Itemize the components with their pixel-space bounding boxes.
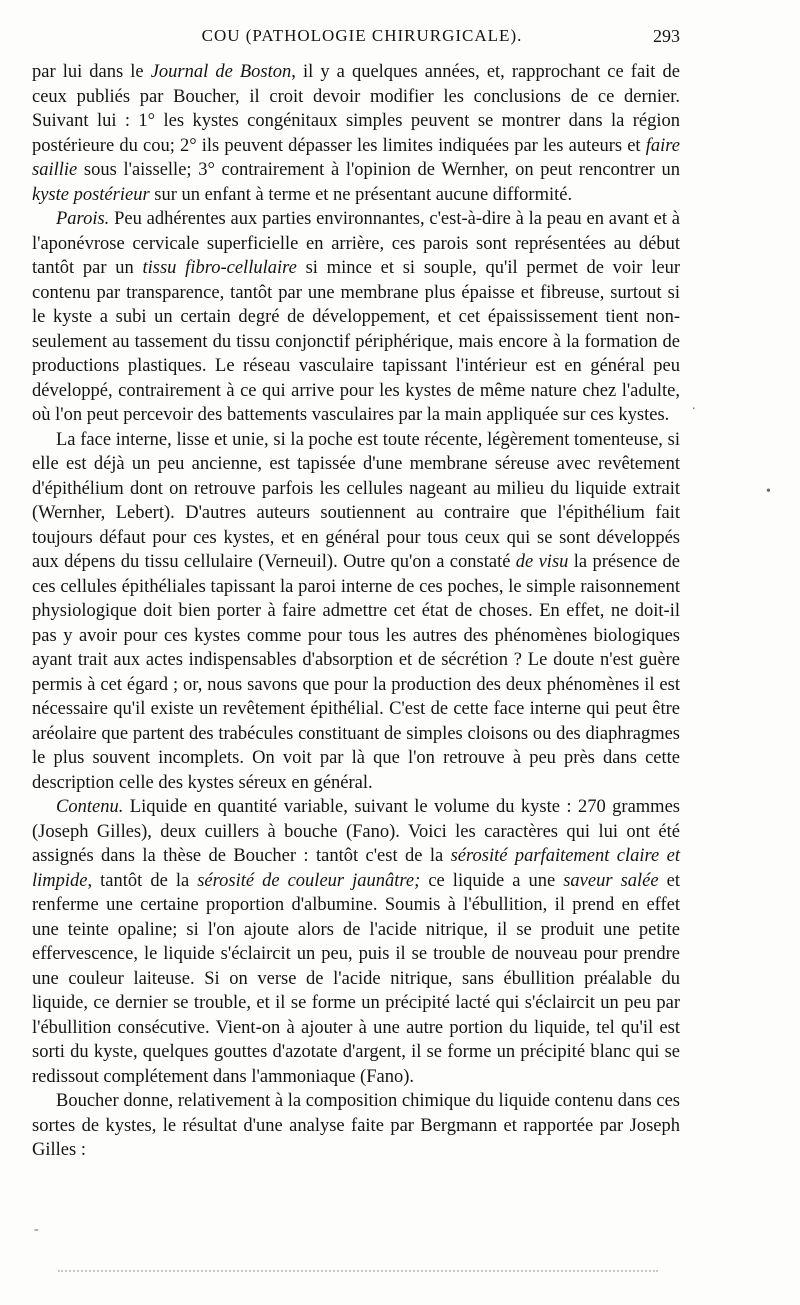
text-run: La face interne, lisse et unie, si la poche est toute récente, légèrement tomenteuse, si elle est déjà un peu ancienne, est tapissée d'une membrane séreuse avec revêtement d'épithélium dont on retrouve parfois les cellules nageant au milieu du liquide extrait (Wernher, Lebert). D'autres auteurs soutiennent au contraire que l'épithélium fait toujours défaut pour ces kystes, et en général pour tous ceux qui se sont développés aux dépens du tissu cellulaire (Verneuil). Outre qu'on a constaté (32, 429, 680, 572)
paragraph-parois (32, 207, 680, 428)
italic-phrase: sérosité de couleur jaunâtre; (197, 870, 421, 891)
text-run: Peu adhérentes aux parties environnantes, c'est-à-dire à la peau en avant et à l'aponévrose cervicale superficielle en arrière, ces parois sont représentées au début tantôt par un (32, 209, 680, 278)
text-run: , il y a quelques années, et, rapprochant ce fait de ceux publiés par Boucher, il croit devoir modifier les conclusions de ce dernier. Suivant lui : 1° les kystes congénitaux simples peuvent se montrer dans la région postérieure du cou; 2° ils peuvent dépasser les limites indiquées par les auteurs et (32, 62, 680, 156)
paragraph-face-interne (32, 428, 680, 796)
section-heading-parois: Parois. (56, 209, 110, 229)
italic-phrase: kyste postérieur (32, 184, 150, 205)
italic-phrase: tissu fibro-cellulaire (142, 258, 297, 278)
text-run: Boucher donne, relativement à la composition chimique du liquide contenu dans ces sortes de kystes, le résultat d'une analyse faite par Bergmann et rapportée par Joseph Gilles : (32, 1091, 680, 1160)
bottom-bleed-through (58, 1270, 658, 1282)
text-run: , tantôt de la (87, 870, 198, 891)
paragraph-contenu (32, 795, 680, 1089)
text-run: sous l'aisselle; 3° contrairement à l'opinion de Wernher, on peut rencontrer un (77, 160, 680, 180)
text-run: la présence de ces cellules épithéliales tapissant la paroi interne de ces poches, le simple raisonnement physiologique doit bien porter à faire admettre cet état de choses. En effet, ne doit-il pas y avoir pour ces kystes comme pour tous les autres des phénomènes biologiques ayant trait aux actes indispensables d'absorption et de sécrétion ? Le doute n'est guère permis à cet égard ; or, nous savons que pour la production des deux phénomènes il est nécessaire qu'il existe un revêtement épithélial. C'est de cette face interne qui peut être aréolaire que partent des trabécules constituant de simples cloisons ou des diaphragmes le plus souvent incomplets. On voit par là que l'on retrouve à peu près dans cette description celle des kystes séreux en général. (32, 552, 680, 793)
text-run: Liquide en quantité variable, suivant le volume du kyste : 270 grammes (Joseph Gilles), deux cuillers à bouche (Fano). Voici les caractères qui lui ont été assignés dans la thèse de Boucher : tantôt c'est de la (32, 797, 680, 866)
body-text (32, 60, 680, 1163)
text-run: et renferme une certaine proportion d'albumine. Soumis à l'ébullition, il prend en effet une teinte opaline; si l'on ajoute alors de l'acide nitrique, il se produit une petite effervescence, le liquide s'éclaircit un peu, puis il se trouble de nouveau pour prendre une couleur laiteuse. Si on verse de l'acide nitrique, sans ébullition préalable du liquide, ce dernier se trouble, et il se forme un précipité lacté qui s'éclaircit un peu par l'ébullition consécutive. Vient-on à ajouter à une autre portion du liquide, tel qu'il est sorti du kyste, quelques gouttes d'azotate d'argent, il se forme un précipité blanc qui se redissout complétement dans l'ammoniaque (Fano). (32, 870, 680, 1087)
running-header (44, 26, 680, 50)
running-title: COU (PATHOLOGIE CHIRURGICALE). (201, 26, 523, 45)
italic-phrase: de visu (515, 552, 569, 572)
journal-title: Journal de Boston (150, 62, 292, 82)
section-heading-contenu: Contenu. (56, 797, 124, 817)
text-run: sur un enfant à terme et ne présentant aucune difformité. (149, 184, 573, 205)
italic-phrase: faire saillie (32, 135, 680, 180)
text-run: si mince et si souple, qu'il permet de voir leur contenu par transparence, tantôt par une membrane plus épaisse et fibreuse, surtout si le kyste a subi un certain degré de développement, et cet épaississement tient non-seulement au tassement du tissu conjonctif périphérique, mais encore à la formation de productions plastiques. Le réseau vasculaire tapissant l'intérieur est en général peu développé, contrairement à ce qui arrive pour les kystes de même nature chez l'adulte, où l'on peut percevoir des battements vasculaires par la main appliquée sur ces kystes. (32, 258, 680, 425)
text-run: par lui dans le (32, 62, 151, 82)
margin-speck: - (34, 1222, 39, 1237)
text-run: ce liquide a une (420, 870, 564, 891)
italic-phrase: saveur salée (563, 870, 659, 891)
page-number: 293 (653, 26, 680, 46)
italic-phrase: sérosité parfaitement claire et limpide (32, 846, 680, 891)
paragraph-boston (32, 60, 680, 207)
margin-speck: • (766, 484, 771, 499)
margin-speck: . (692, 398, 696, 413)
paragraph-boucher-analysis (32, 1089, 680, 1163)
